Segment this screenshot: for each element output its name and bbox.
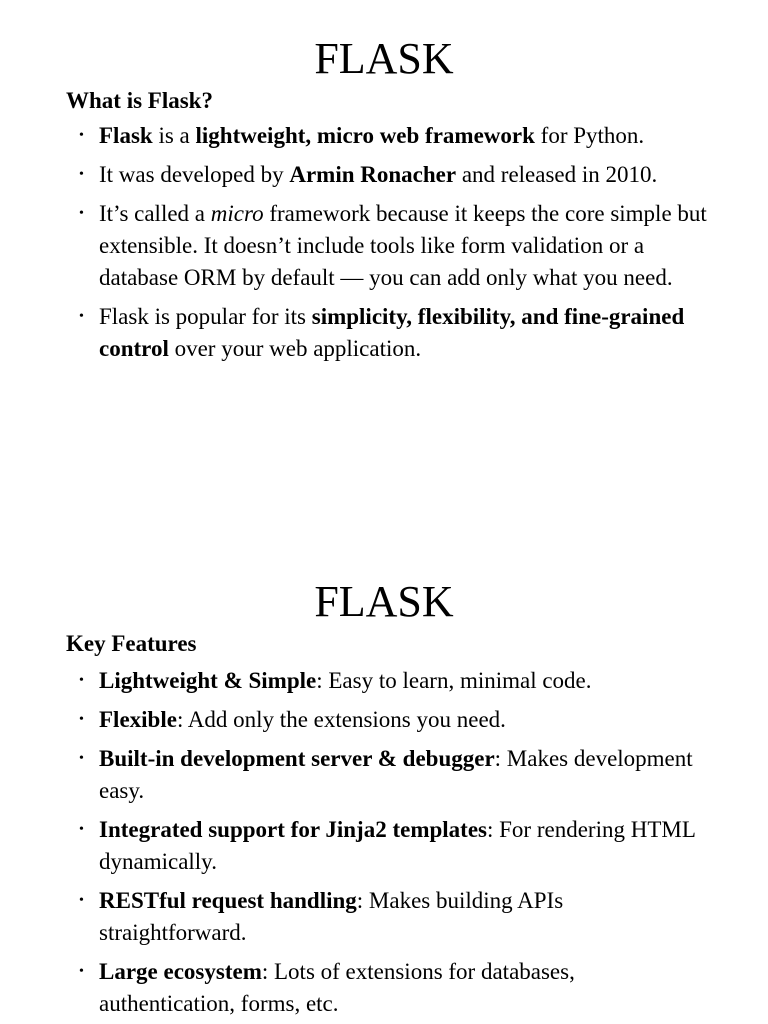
- slide-title: FLASK: [314, 34, 454, 83]
- bullet-dot-icon: •: [79, 128, 84, 143]
- bullet-text: : Lots of extensions for databases, authentication, forms, etc.: [99, 959, 575, 1016]
- slide-key-features: [0, 575, 768, 1020]
- bullet-text: It was developed by: [99, 162, 290, 187]
- section-heading: Key Features: [66, 631, 197, 656]
- bullet-text: It’s called a: [99, 201, 211, 226]
- bullet-item: [0, 198, 768, 294]
- bullet-text: and released in 2010.: [456, 162, 658, 187]
- bullet-emphasis: lightweight, micro web framework: [195, 123, 535, 148]
- bullet-item: [0, 704, 768, 736]
- bullet-text: is a: [152, 123, 196, 148]
- bullet-item: [0, 956, 768, 1020]
- slide-what-is-flask: [0, 32, 768, 365]
- bullet-text: : Makes development easy.: [99, 746, 693, 803]
- bullet-dot-icon: •: [79, 893, 84, 908]
- bullet-text: Flask is popular for its: [99, 304, 312, 329]
- bullet-item: [0, 665, 768, 697]
- bullet-emphasis: RESTful request handling: [99, 888, 357, 913]
- bullet-text: framework because it keeps the core simple but extensible. It doesn’t include tools like form validation or a database ORM by default — you can add only what you need.: [99, 201, 707, 290]
- bullet-dot-icon: •: [79, 309, 84, 324]
- bullet-list: [0, 665, 768, 1020]
- bullet-text: : Easy to learn, minimal code.: [316, 668, 592, 693]
- bullet-dot-icon: •: [79, 751, 84, 766]
- bullet-text: : For rendering HTML dynamically.: [99, 817, 696, 874]
- bullet-dot-icon: •: [79, 964, 84, 979]
- bullet-emphasis: simplicity, flexibility, and fine-grained control: [99, 304, 685, 361]
- bullet-emphasis: Flask: [99, 123, 153, 148]
- slide-title: FLASK: [314, 577, 454, 626]
- bullet-item: [0, 159, 768, 191]
- bullet-dot-icon: •: [79, 206, 84, 221]
- bullet-emphasis: Integrated support for Jinja2 templates: [99, 817, 487, 842]
- bullet-text: for Python.: [534, 123, 645, 148]
- bullet-emphasis: Large ecosystem: [99, 959, 262, 984]
- bullet-dot-icon: •: [79, 712, 84, 727]
- bullet-emphasis: Lightweight & Simple: [99, 668, 317, 693]
- bullet-item: [0, 743, 768, 807]
- bullet-item: [0, 301, 768, 365]
- bullet-dot-icon: •: [79, 822, 84, 837]
- bullet-text: : Add only the extensions you need.: [176, 707, 506, 732]
- bullet-emphasis: Built-in development server & debugger: [99, 746, 495, 771]
- bullet-emphasis: Flexible: [99, 707, 177, 732]
- bullet-dot-icon: •: [79, 673, 84, 688]
- bullet-item: [0, 885, 768, 949]
- bullet-list: [0, 120, 768, 365]
- bullet-item: [0, 120, 768, 152]
- bullet-item: [0, 814, 768, 878]
- section-heading: What is Flask?: [66, 88, 213, 113]
- bullet-text: : Makes building APIs straightforward.: [99, 888, 564, 945]
- bullet-dot-icon: •: [79, 167, 84, 182]
- bullet-emphasis: Armin Ronacher: [289, 162, 457, 187]
- bullet-italic: micro: [210, 201, 264, 226]
- bullet-text: over your web application.: [168, 336, 422, 361]
